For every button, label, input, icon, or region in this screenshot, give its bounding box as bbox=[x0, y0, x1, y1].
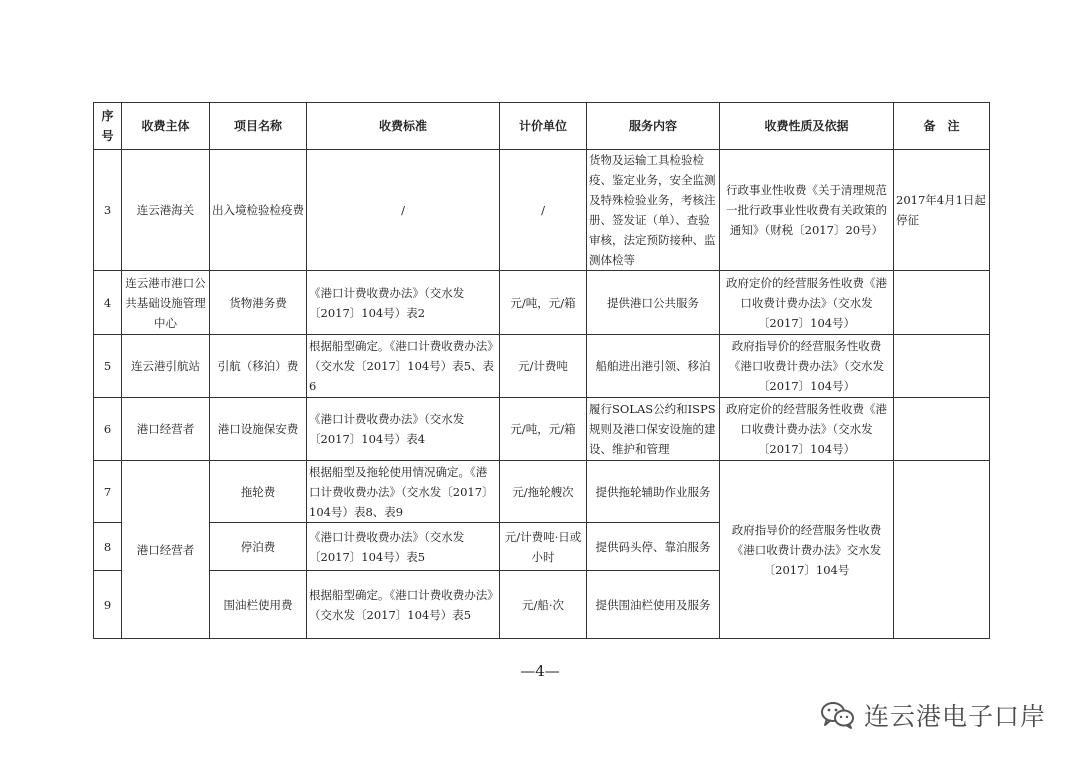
group-basis: 政府指导价的经营服务性收费《港口收费计费办法》交水发〔2017〕104号 bbox=[720, 461, 894, 639]
row-standard: / bbox=[307, 150, 500, 271]
row-no: 9 bbox=[94, 571, 122, 639]
header-basis: 收费性质及依据 bbox=[720, 103, 894, 150]
row-basis: 政府指导价的经营服务性收费《港口收费计费办法》（交水发〔2017〕104号） bbox=[720, 335, 894, 398]
row-service: 船舶进出港引领、移泊 bbox=[587, 335, 720, 398]
row-unit: 元/船·次 bbox=[500, 571, 587, 639]
row-standard: 《港口计费收费办法》（交水发〔2017〕104号）表2 bbox=[307, 271, 500, 335]
row-service: 提供港口公共服务 bbox=[587, 271, 720, 335]
table-row bbox=[94, 271, 990, 335]
row-basis: 政府定价的经营服务性收费《港口收费计费办法》（交水发〔2017〕104号） bbox=[720, 271, 894, 335]
row-service: 提供码头停、靠泊服务 bbox=[587, 523, 720, 571]
row-item: 出入境检验检疫费 bbox=[210, 150, 307, 271]
row-basis: 行政事业性收费《关于清理规范一批行政事业性收费有关政策的通知》（财税〔2017〕20号） bbox=[720, 150, 894, 271]
row-standard: 根据船型确定。《港口计费收费办法》（交水发〔2017〕104号）表5、表6 bbox=[307, 335, 500, 398]
row-basis: 政府定价的经营服务性收费《港口收费计费办法》（交水发〔2017〕104号） bbox=[720, 398, 894, 461]
row-unit: 元/吨，元/箱 bbox=[500, 398, 587, 461]
row-service: 货物及运输工具检验检疫、鉴定业务，安全监测及特殊检验业务，考核注册、签发证（单）、查验审核，法定预防接种、监测体检等 bbox=[587, 150, 720, 271]
row-unit: / bbox=[500, 150, 587, 271]
row-standard: 根据船型确定。《港口计费收费办法》（交水发〔2017〕104号）表5 bbox=[307, 571, 500, 639]
row-no: 6 bbox=[94, 398, 122, 461]
header-remark: 备 注 bbox=[894, 103, 990, 150]
row-item: 货物港务费 bbox=[210, 271, 307, 335]
header-standard: 收费标准 bbox=[307, 103, 500, 150]
row-service: 提供围油栏使用及服务 bbox=[587, 571, 720, 639]
row-unit: 元/吨，元/箱 bbox=[500, 271, 587, 335]
fee-table bbox=[93, 102, 990, 639]
row-unit: 元/计费吨 bbox=[500, 335, 587, 398]
header-row bbox=[94, 103, 990, 150]
row-remark bbox=[894, 335, 990, 398]
table-row bbox=[94, 398, 990, 461]
row-standard: 《港口计费收费办法》（交水发〔2017〕104号）表4 bbox=[307, 398, 500, 461]
header-subject: 收费主体 bbox=[122, 103, 210, 150]
row-remark bbox=[894, 398, 990, 461]
page-number: —4— bbox=[520, 662, 560, 680]
watermark bbox=[820, 697, 1046, 733]
row-no: 3 bbox=[94, 150, 122, 271]
row-service: 履行SOLAS公约和ISPS规则及港口保安设施的建设、维护和管理 bbox=[587, 398, 720, 461]
row-no: 4 bbox=[94, 271, 122, 335]
table-row bbox=[94, 150, 990, 271]
row-standard: 根据船型及拖轮使用情况确定。《港口计费收费办法》（交水发〔2017〕104号）表8、表9 bbox=[307, 461, 500, 523]
row-subject: 港口经营者 bbox=[122, 398, 210, 461]
table-row bbox=[94, 461, 990, 523]
row-subject: 连云港引航站 bbox=[122, 335, 210, 398]
row-remark bbox=[894, 271, 990, 335]
row-remark: 2017年4月1日起停征 bbox=[894, 150, 990, 271]
row-no: 7 bbox=[94, 461, 122, 523]
row-subject: 连云港市港口公共基础设施管理中心 bbox=[122, 271, 210, 335]
wechat-icon bbox=[820, 700, 856, 730]
group-subject: 港口经营者 bbox=[122, 461, 210, 639]
row-no: 5 bbox=[94, 335, 122, 398]
row-subject: 连云港海关 bbox=[122, 150, 210, 271]
row-unit: 元/计费吨·日或小时 bbox=[500, 523, 587, 571]
row-service: 提供拖轮辅助作业服务 bbox=[587, 461, 720, 523]
row-unit: 元/拖轮艘次 bbox=[500, 461, 587, 523]
header-no: 序号 bbox=[94, 103, 122, 150]
watermark-text: 连云港电子口岸 bbox=[863, 702, 1046, 731]
row-standard: 《港口计费收费办法》（交水发〔2017〕104号）表5 bbox=[307, 523, 500, 571]
header-item: 项目名称 bbox=[210, 103, 307, 150]
header-unit: 计价单位 bbox=[500, 103, 587, 150]
table-row bbox=[94, 335, 990, 398]
row-item: 停泊费 bbox=[210, 523, 307, 571]
row-no: 8 bbox=[94, 523, 122, 571]
row-item: 围油栏使用费 bbox=[210, 571, 307, 639]
row-item: 引航（移泊）费 bbox=[210, 335, 307, 398]
group-remark bbox=[894, 461, 990, 639]
row-item: 拖轮费 bbox=[210, 461, 307, 523]
row-item: 港口设施保安费 bbox=[210, 398, 307, 461]
header-service: 服务内容 bbox=[587, 103, 720, 150]
